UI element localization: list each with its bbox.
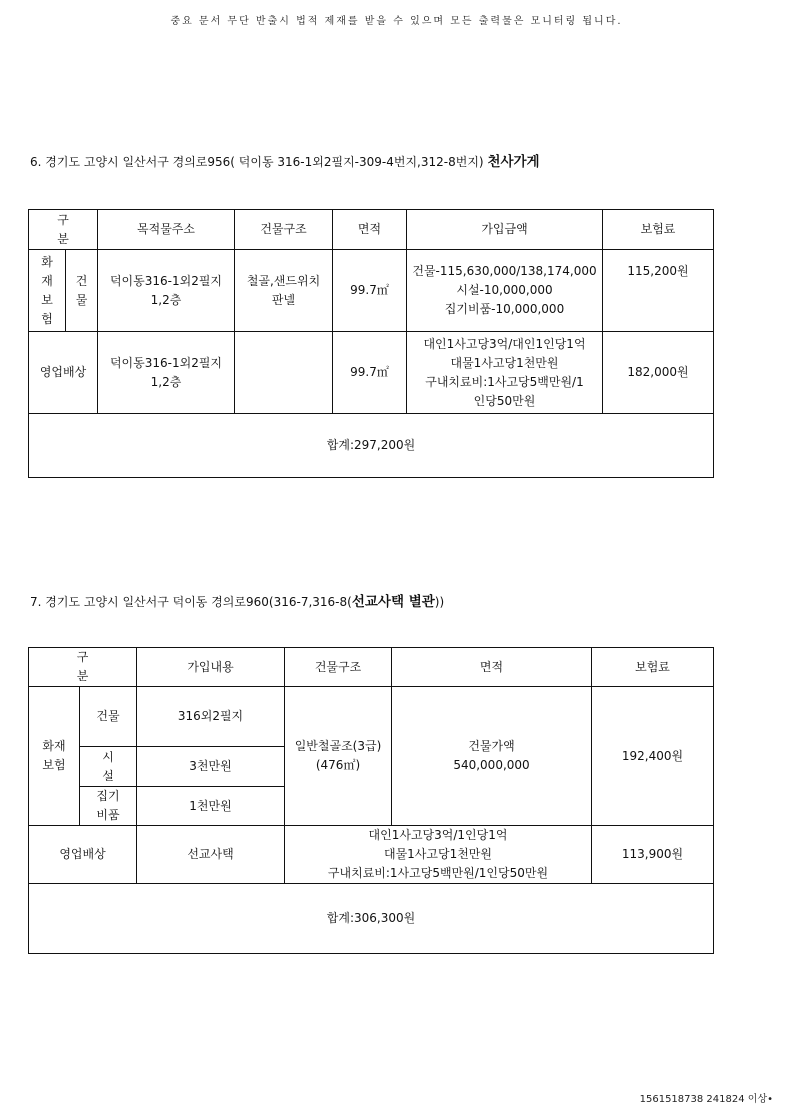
s7-fixtures-label-line2: 비품 (96, 808, 120, 822)
s6-fire-amount-line: 시설-10,000,000 (456, 283, 553, 297)
s6-building-label (66, 250, 98, 332)
s6-fire-structure (235, 250, 333, 332)
s6-total: 합계:297,200원 (29, 414, 714, 478)
s7-header-area: 면적 (392, 648, 592, 687)
s6-liability-amount-line: 인당50만원 (473, 393, 536, 408)
s6-fire-amount (407, 250, 603, 332)
s6-header-address: 목적물주소 (98, 210, 235, 250)
s6-fire-label-char: 화 (41, 254, 53, 269)
s6-liability-premium: 182,000원 (603, 332, 714, 414)
s7-liability-detail-line: 대물1사고당1천만원 (383, 847, 492, 861)
s6-header-premium: 보험료 (603, 210, 714, 250)
s7-liability-premium: 113,900원 (592, 826, 714, 884)
s7-liability-detail-line: 대인1사고당3억/1인당1억 (368, 828, 508, 842)
section7-heading-emphasis: 선교사택 별관 (351, 594, 435, 610)
s6-header-structure: 건물구조 (235, 210, 333, 250)
s7-area-line1: 건물가액 (468, 739, 515, 753)
s6-liability-amount-line: 대인1사고당3억/대인1인당1억 (423, 336, 586, 351)
s7-structure-line1: 일반철골조(3급) (294, 739, 382, 753)
s7-facility-label (80, 747, 137, 787)
s7-header-coverage: 가입내용 (137, 648, 285, 687)
s6-fire-address-line1: 덕이동316-1외2필지 (109, 273, 223, 288)
s6-fire-structure-line2: 판넬 (271, 292, 296, 307)
s7-building-value: 316외2필지 (137, 687, 285, 747)
s6-header-category (29, 210, 98, 250)
s6-liability-label: 영업배상 (29, 332, 98, 414)
s7-facility-label-line1: 시 (102, 749, 114, 764)
s7-header-category (29, 648, 137, 687)
s7-building-label: 건물 (80, 687, 137, 747)
s6-liability-amount-line: 구내치료비:1사고당5백만원/1 (425, 374, 584, 389)
section6-heading-text: 6. 경기도 고양시 일산서구 경의로956( 덕이동 316-1외2필지-309-4번지,312-8번지) (30, 155, 484, 169)
section7-heading (30, 590, 444, 610)
s6-fire-address-line2: 1,2층 (150, 292, 182, 307)
s7-header-category-bottom: 분 (76, 669, 89, 683)
section7-heading-text: 7. 경기도 고양시 일산서구 덕이동 경의로960(316-7,316-8( (30, 595, 352, 609)
s7-liability-detail-line: 구내치료비:1사고당5백만원/1인당50만원 (327, 866, 549, 880)
s7-fire-premium: 192,400원 (592, 687, 714, 826)
s6-header-category-bottom: 분 (57, 231, 69, 246)
s7-fire-label-line1: 화재 (42, 739, 66, 753)
s6-fire-premium: 115,200원 (603, 250, 714, 332)
s6-fire-amount-line: 건물-115,630,000/138,174,000 (412, 264, 597, 278)
s6-fire-area: 99.7㎡ (333, 250, 407, 332)
s7-header-category-top: 구 (76, 650, 89, 664)
s7-area-line2: 540,000,000 (453, 758, 530, 772)
s6-liability-area: 99.7㎡ (333, 332, 407, 414)
s6-liability-amount (407, 332, 603, 414)
s6-liability-address (98, 332, 235, 414)
s7-area (392, 687, 592, 826)
s6-fire-amount-line: 집기비품-10,000,000 (444, 302, 565, 316)
s6-liability-structure (235, 332, 333, 414)
s7-liability-label: 영업배상 (29, 826, 137, 884)
s7-facility-value: 3천만원 (137, 747, 285, 787)
section6-heading-emphasis: 천사가게 (487, 154, 540, 170)
s6-header-area: 면적 (333, 210, 407, 250)
s6-liability-amount-line: 대물1사고당1천만원 (450, 355, 559, 370)
s7-fire-label-line2: 보험 (42, 758, 66, 772)
s7-structure-line2: (476㎡) (315, 758, 361, 772)
s7-liability-coverage: 선교사택 (137, 826, 285, 884)
s7-structure (285, 687, 392, 826)
section7-table (28, 647, 714, 954)
section6-table (28, 209, 714, 478)
document-footer-id: 1561518738 241824 이상• (639, 1094, 773, 1105)
s6-fire-insurance-label (29, 250, 66, 332)
s7-fixtures-label-line1: 집기 (96, 789, 120, 803)
s6-fire-label-char: 보 (41, 292, 53, 307)
s7-liability-detail (285, 826, 592, 884)
s6-fire-address (98, 250, 235, 332)
section7-heading-tail: )) (434, 595, 445, 609)
s7-header-premium: 보험료 (592, 648, 714, 687)
s6-fire-structure-line1: 철골,샌드위치 (246, 273, 321, 288)
s6-header-category-top: 구 (57, 212, 69, 227)
s7-fixtures-label (80, 787, 137, 826)
s7-total: 합계:306,300원 (29, 884, 714, 954)
s6-fire-label-char: 재 (41, 273, 53, 288)
s7-facility-label-line2: 설 (102, 768, 114, 783)
s7-fixtures-value: 1천만원 (137, 787, 285, 826)
s6-building-label-char: 물 (75, 292, 88, 307)
s6-building-label-char: 건 (75, 273, 88, 288)
s6-liability-address-line2: 1,2층 (150, 374, 182, 389)
section6-heading (30, 150, 540, 170)
s7-fire-insurance-label (29, 687, 80, 826)
confidentiality-notice: 중요 문서 무단 반출시 법적 제재를 받을 수 있으며 모든 출력물은 모니터링 됩니다. (170, 16, 623, 27)
s7-header-structure: 건물구조 (285, 648, 392, 687)
s6-header-amount: 가입금액 (407, 210, 603, 250)
s6-fire-label-char: 험 (41, 311, 53, 326)
s6-liability-address-line1: 덕이동316-1외2필지 (109, 355, 223, 370)
